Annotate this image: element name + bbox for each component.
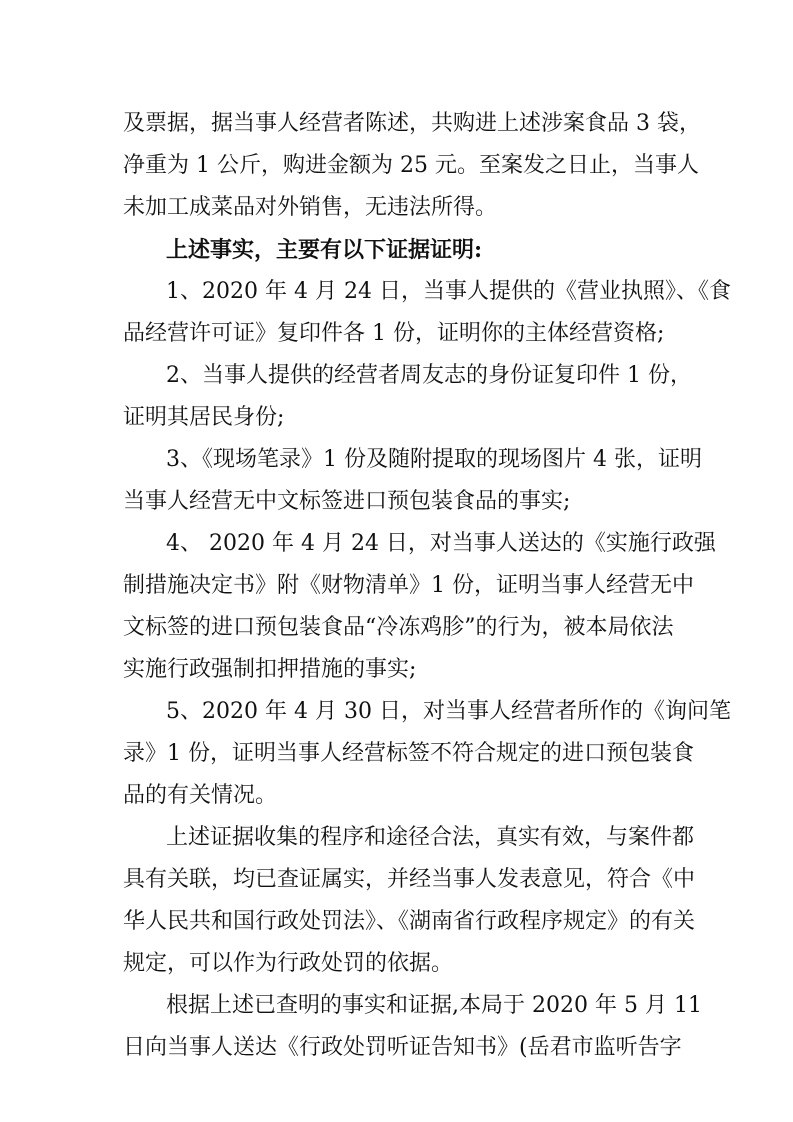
text-line: 规定，可以作为行政处罚的依据。 (123, 951, 454, 976)
text-line: 净重为 1 公斤，购进金额为 25 元。至案发之日止，当事人 (123, 153, 699, 178)
section-heading: 上述事实，主要有以下证据证明: (166, 237, 483, 263)
text-line: 上述证据收集的程序和途径合法，真实有效，与案件都 (166, 825, 695, 850)
text-line: 3、《现场笔录》1 份及随附提取的现场图片 4 张，证明 (166, 447, 702, 472)
text-line: 品的有关情况。 (123, 783, 278, 808)
text-line: 根据上述已查明的事实和证据,本局于 2020 年 5 月 11 (166, 993, 702, 1018)
text-line: 2、当事人提供的经营者周友志的身份证复印件 1 份， (166, 363, 692, 388)
text-line: 当事人经营无中文标签进口预包装食品的事实; (123, 489, 571, 514)
text-line: 华人民共和国行政处罚法》、《湖南省行政程序规定》的有关 (123, 909, 696, 934)
text-line: 5、2020 年 4 月 30 日，对当事人经营者所作的《询问笔 (166, 699, 731, 724)
text-line: 品经营许可证》复印件各 1 份，证明你的主体经营资格; (123, 321, 665, 346)
text-line: 具有关联，均已查证属实，并经当事人发表意见，符合《中 (123, 867, 696, 892)
text-line: 制措施决定书》附《财物清单》1 份，证明当事人经营无中 (123, 573, 694, 598)
text-line: 1、2020 年 4 月 24 日，当事人提供的《营业执照》、《食 (166, 279, 731, 304)
text-line: 日向当事人送达《行政处罚听证告知书》(岳君市监听告字 (123, 1035, 682, 1060)
text-line: 实施行政强制扣押措施的事实; (123, 657, 417, 682)
text-line: 未加工成菜品对外销售，无违法所得。 (123, 195, 498, 220)
text-line: 及票据，据当事人经营者陈述，共购进上述涉案食品 3 袋， (123, 111, 701, 136)
text-line: 录》1 份，证明当事人经营标签不符合规定的进口预包装食 (123, 741, 694, 766)
text-line: 证明其居民身份; (123, 405, 285, 430)
text-line: 文标签的进口预包装食品“冷冻鸡胗”的行为，被本局依法 (123, 615, 674, 640)
text-line: 4、 2020 年 4 月 24 日，对当事人送达的《实施行政强 (166, 531, 716, 556)
